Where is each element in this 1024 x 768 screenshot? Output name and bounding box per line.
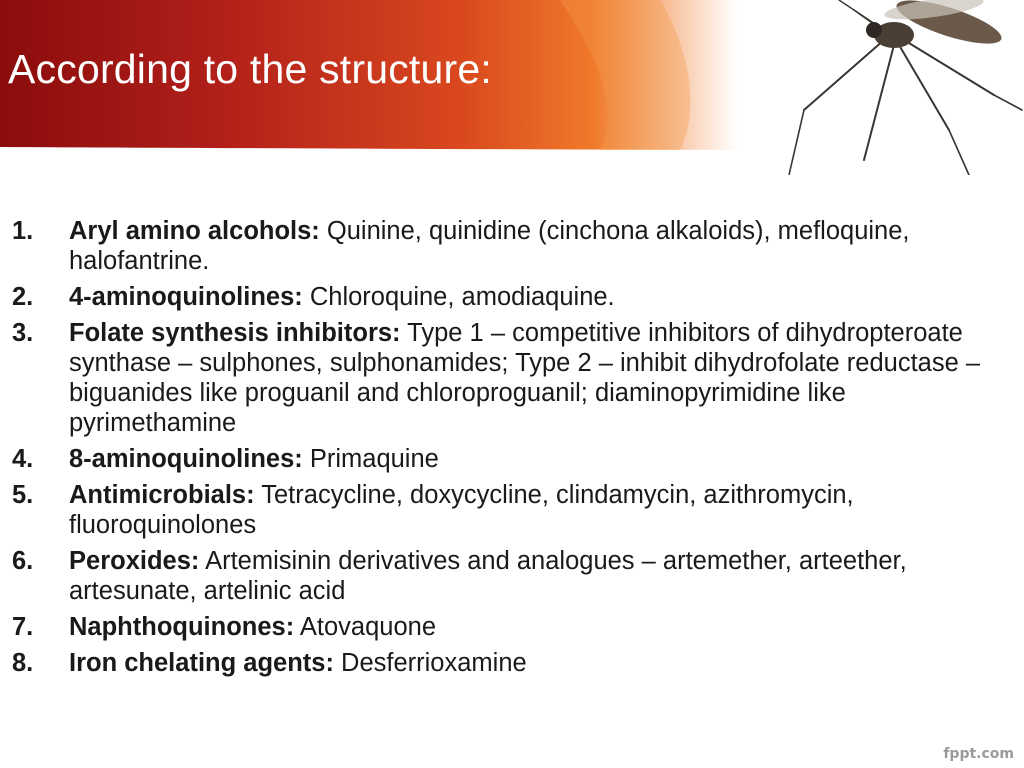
list-item-number: 2. [12,283,34,311]
list-item [12,444,1012,474]
list-item [12,612,1012,642]
list-item-term: 8-aminoquinolines: [69,445,303,473]
list-item-text: Type 1 – competitive inhibitors of dihydropteroate synthase – sulphones, sulphonamides; Type 2 – inhibit dihydrofolate reductase – biguanides like proguanil and chloroproguanil; diaminopyrimidine like pyrimethamine [69,319,981,437]
list-item [12,216,1012,276]
antimalarial-classification-list [12,216,1012,684]
mosquito-icon [734,0,1024,175]
list-item-term: Peroxides: [69,547,200,575]
list-item-content [69,546,1012,606]
list-item-text: Primaquine [302,445,439,473]
list-item-number: 3. [12,319,34,347]
list-item-content [69,648,1012,678]
list-item-number: 7. [12,613,34,641]
list-item-content [69,444,1012,474]
list-item-text: Artemisinin derivatives and analogues – artemether, arteether, artesunate, artelinic acid [69,547,907,605]
list-item [12,318,1012,438]
list-item-number: 5. [12,481,34,509]
list-item-content [69,216,1012,276]
list-item [12,282,1012,312]
list-item-number: 4. [12,445,34,473]
list-item-content [69,282,1012,312]
list-item-number: 6. [12,547,34,575]
list-item-term: 4-aminoquinolines: [69,283,303,311]
list-item-term: Folate synthesis inhibitors: [69,319,401,347]
list-item-term: Aryl amino alcohols: [69,217,320,245]
list-item-content [69,612,1012,642]
list-item [12,546,1012,606]
slide-title: According to the structure: [8,46,492,92]
watermark-text: fppt.com [943,746,1014,762]
list-item-term: Iron chelating agents: [69,649,334,677]
list-item-term: Naphthoquinones: [69,613,295,641]
list-item-number: 1. [12,217,34,245]
list-item [12,648,1012,678]
list-item-text: Tetracycline, doxycycline, clindamycin, azithromycin, fluoroquinolones [69,481,854,539]
list-item-number: 8. [12,649,34,677]
list-item-text: Quinine, quinidine (cinchona alkaloids), mefloquine, halofantrine. [69,217,910,275]
list-item-text: Chloroquine, amodiaquine. [302,283,615,311]
list-item [12,480,1012,540]
list-item-content [69,480,1012,540]
list-item-text: Atovaquone [294,613,437,641]
list-item-term: Antimicrobials: [69,481,255,509]
list-item-content [69,318,1012,438]
list-item-text: Desferrioxamine [333,649,527,677]
